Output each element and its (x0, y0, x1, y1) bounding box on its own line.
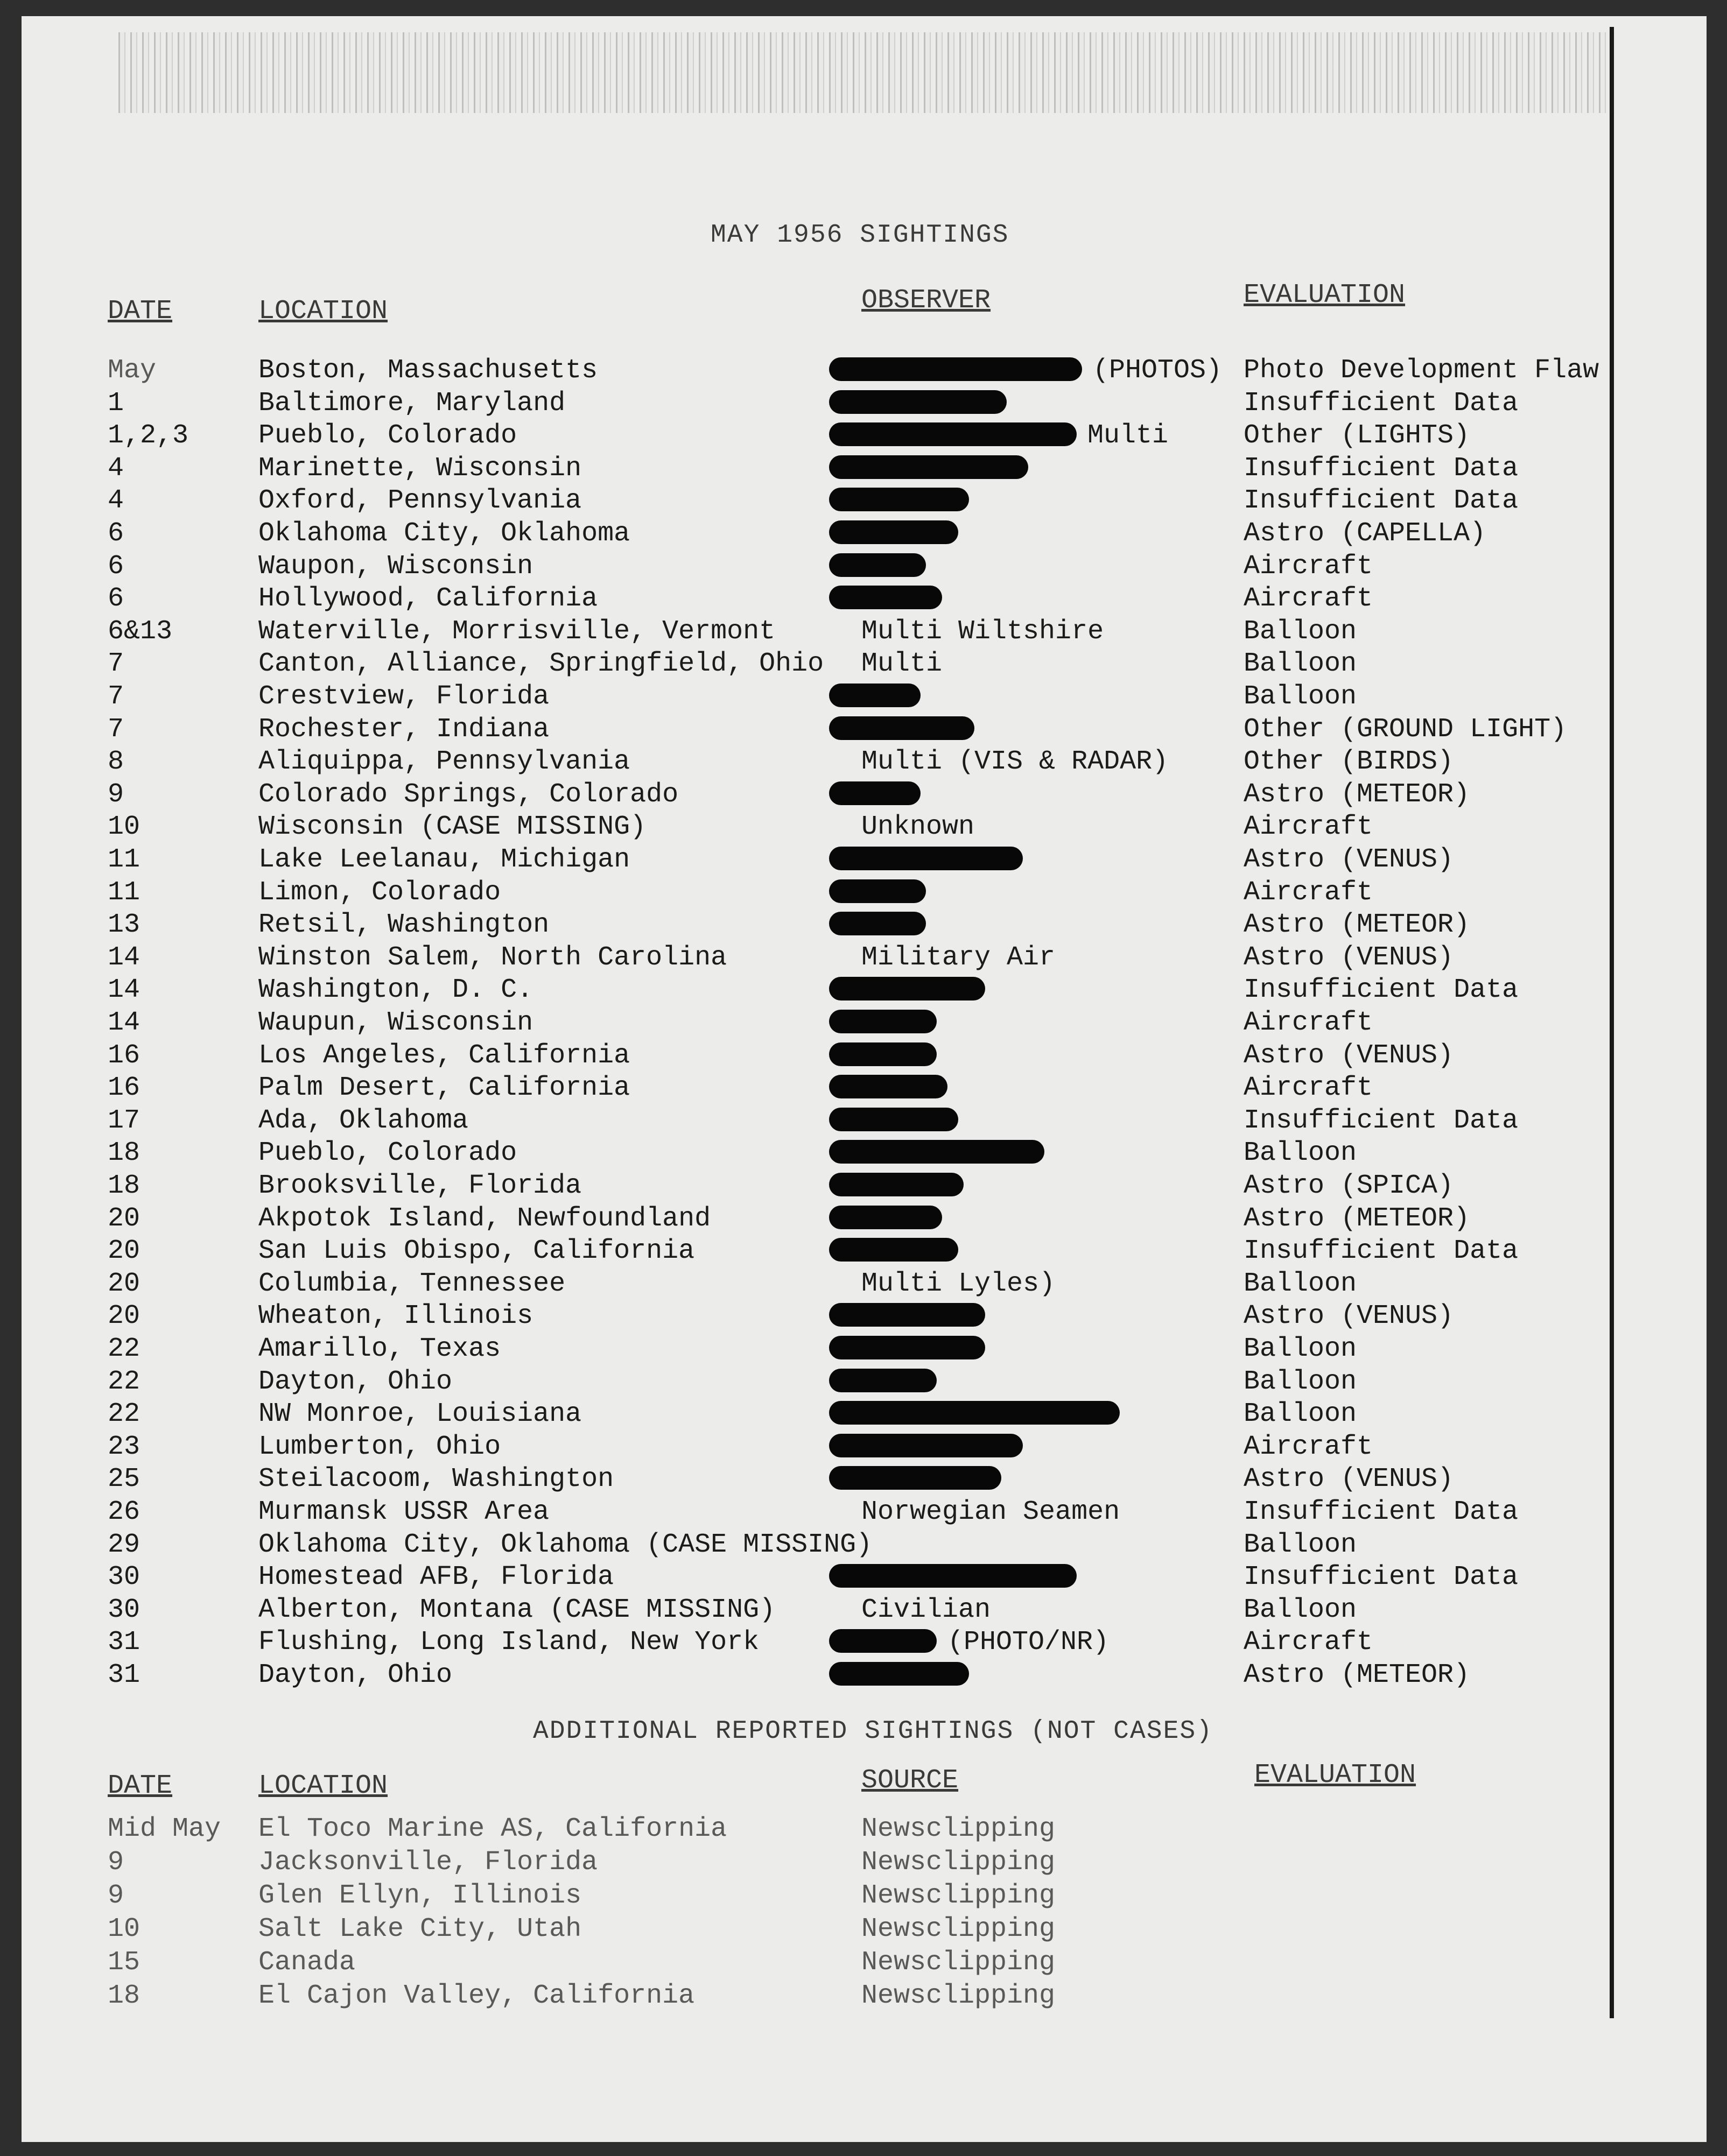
table-row (22, 485, 1690, 518)
table-row (22, 844, 1690, 877)
date-cell: 7 (108, 714, 124, 745)
table-row (22, 877, 1690, 910)
evaluation-cell: Balloon (1244, 1334, 1357, 1364)
redaction-bar (829, 488, 969, 511)
evaluation-cell: Other (BIRDS) (1244, 746, 1454, 778)
redaction-bar (829, 1336, 985, 1359)
evaluation-cell: Balloon (1244, 1529, 1357, 1560)
source-cell: Newsclipping (861, 1814, 1056, 1844)
redaction-bar (829, 1401, 1120, 1425)
evaluation-cell: Aircraft (1244, 1431, 1373, 1462)
location-cell: Palm Desert, California (258, 1073, 630, 1104)
evaluation-cell: Insufficient Data (1244, 453, 1519, 484)
observer-cell: (PHOTOS) (1093, 355, 1223, 386)
evaluation-cell: Aircraft (1244, 1007, 1373, 1038)
location-cell: El Toco Marine AS, California (258, 1814, 727, 1844)
date-cell: 11 (108, 844, 141, 875)
table-row (22, 1203, 1690, 1236)
location-cell: Retsil, Washington (258, 910, 550, 941)
date-cell: 9 (108, 779, 124, 810)
date-cell: 14 (108, 942, 141, 973)
source-cell: Newsclipping (861, 1880, 1056, 1911)
location-cell: NW Monroe, Louisiana (258, 1399, 582, 1430)
date-cell: 9 (108, 1847, 124, 1878)
evaluation-cell: Aircraft (1244, 583, 1373, 615)
location-cell: Alberton, Montana (CASE MISSING) (258, 1594, 776, 1625)
table-row (22, 1595, 1690, 1627)
document-page (22, 16, 1707, 2142)
redaction-bar (829, 847, 1023, 870)
evaluation-cell: Balloon (1244, 681, 1357, 712)
redaction-bar (829, 1369, 937, 1392)
date-cell: 10 (108, 812, 141, 843)
location-cell: Jacksonville, Florida (258, 1847, 598, 1878)
location-cell: Oklahoma City, Oklahoma (258, 518, 630, 549)
table-row (22, 388, 1690, 420)
table-row (22, 1497, 1690, 1529)
location-cell: Oklahoma City, Oklahoma (CASE MISSING) (258, 1529, 873, 1560)
date-cell: 10 (108, 1914, 141, 1944)
redaction-bar (829, 1662, 969, 1686)
location-cell: Wheaton, Illinois (258, 1301, 533, 1332)
table-row (22, 355, 1690, 387)
observer-cell: Multi (VIS & RADAR) (861, 746, 1169, 778)
evaluation-cell: Balloon (1244, 649, 1357, 680)
location-cell: Brooksville, Florida (258, 1171, 582, 1201)
location-cell: Columbia, Tennessee (258, 1268, 566, 1299)
date-cell: 9 (108, 1880, 124, 1911)
additional-header-location: LOCATION (258, 1771, 388, 1801)
redaction-bar (829, 977, 985, 1001)
evaluation-cell: Astro (METEOR) (1244, 779, 1470, 810)
location-cell: Marinette, Wisconsin (258, 453, 582, 484)
observer-cell: Multi Wiltshire (861, 616, 1104, 647)
table-row (22, 1399, 1690, 1431)
location-cell: Limon, Colorado (258, 877, 501, 908)
additional-header-evaluation: EVALUATION (1254, 1760, 1416, 1791)
location-cell: Crestview, Florida (258, 681, 550, 712)
evaluation-cell: Balloon (1244, 1138, 1357, 1169)
evaluation-cell: Balloon (1244, 1594, 1357, 1625)
evaluation-cell: Insufficient Data (1244, 485, 1519, 517)
table-row (22, 1334, 1690, 1366)
table-row (22, 583, 1690, 616)
redaction-bar (829, 1629, 937, 1653)
date-cell: 6 (108, 518, 124, 549)
location-cell: Dayton, Ohio (258, 1366, 453, 1397)
evaluation-cell: Aircraft (1244, 812, 1373, 843)
date-cell: 7 (108, 681, 124, 712)
location-cell: Winston Salem, North Carolina (258, 942, 727, 973)
redaction-bar (829, 390, 1007, 414)
redaction-bar (829, 912, 926, 935)
table-row (22, 1236, 1690, 1268)
additional-row (22, 1914, 1690, 1946)
table-row (22, 1627, 1690, 1659)
table-row (22, 1269, 1690, 1301)
table-row (22, 910, 1690, 942)
redaction-bar (829, 684, 921, 707)
location-cell: Canton, Alliance, Springfield, Ohio (258, 649, 824, 680)
table-row (22, 714, 1690, 746)
date-cell: 20 (108, 1268, 141, 1299)
observer-cell: Norwegian Seamen (861, 1497, 1120, 1527)
table-row (22, 1073, 1690, 1105)
evaluation-cell: Aircraft (1244, 1073, 1373, 1104)
evaluation-cell: Balloon (1244, 1268, 1357, 1299)
redaction-bar (829, 422, 1077, 446)
location-cell: Amarillo, Texas (258, 1334, 501, 1364)
date-cell: 18 (108, 1138, 141, 1169)
observer-cell: Unknown (861, 812, 975, 843)
table-row (22, 812, 1690, 844)
header-location: LOCATION (258, 296, 388, 327)
date-cell: 22 (108, 1399, 141, 1430)
location-cell: Flushing, Long Island, New York (258, 1627, 760, 1658)
table-row (22, 1660, 1690, 1692)
location-cell: Homestead AFB, Florida (258, 1562, 614, 1593)
date-cell: 16 (108, 1073, 141, 1104)
date-cell: 4 (108, 485, 124, 517)
evaluation-cell: Aircraft (1244, 551, 1373, 582)
redaction-bar (829, 1303, 985, 1327)
table-row (22, 649, 1690, 681)
evaluation-cell: Astro (VENUS) (1244, 844, 1454, 875)
table-row (22, 1171, 1690, 1203)
observer-cell: Military Air (861, 942, 1056, 973)
date-cell: 22 (108, 1366, 141, 1397)
source-cell: Newsclipping (861, 1947, 1056, 1978)
observer-cell: Multi (861, 649, 943, 680)
evaluation-cell: Astro (VENUS) (1244, 1464, 1454, 1495)
location-cell: Steilacoom, Washington (258, 1464, 614, 1495)
observer-cell: Civilian (861, 1594, 991, 1625)
date-cell: 8 (108, 746, 124, 778)
evaluation-cell: Astro (SPICA) (1244, 1171, 1454, 1201)
evaluation-cell: Insufficient Data (1244, 1497, 1519, 1527)
evaluation-cell: Insufficient Data (1244, 1105, 1519, 1136)
date-cell: 31 (108, 1627, 141, 1658)
source-cell: Newsclipping (861, 1914, 1056, 1944)
redaction-bar (829, 520, 958, 544)
evaluation-cell: Insufficient Data (1244, 387, 1519, 419)
additional-row (22, 1947, 1690, 1979)
redaction-bar (829, 1173, 964, 1196)
location-cell: Colorado Springs, Colorado (258, 779, 679, 810)
date-cell: Mid May (108, 1814, 221, 1844)
table-row (22, 1464, 1690, 1496)
table-row (22, 551, 1690, 583)
location-cell: Oxford, Pennsylvania (258, 485, 582, 517)
location-cell: Washington, D. C. (258, 975, 533, 1006)
source-cell: Newsclipping (861, 1847, 1056, 1878)
date-cell: 1,2,3 (108, 420, 189, 452)
location-cell: Waterville, Morrisville, Vermont (258, 616, 776, 647)
date-cell: 20 (108, 1301, 141, 1332)
date-cell: 11 (108, 877, 141, 908)
date-cell: 6 (108, 551, 124, 582)
table-row (22, 779, 1690, 812)
redaction-bar (829, 1434, 1023, 1457)
location-cell: Dayton, Ohio (258, 1660, 453, 1690)
additional-header-date: DATE (108, 1771, 173, 1801)
evaluation-cell: Insufficient Data (1244, 975, 1519, 1006)
date-cell: 18 (108, 1171, 141, 1201)
evaluation-cell: Insufficient Data (1244, 1562, 1519, 1593)
table-row (22, 746, 1690, 779)
date-cell: 30 (108, 1594, 141, 1625)
location-cell: El Cajon Valley, California (258, 1981, 695, 2011)
observer-cell: Multi (1087, 420, 1169, 452)
date-cell: 31 (108, 1660, 141, 1690)
date-cell: May (108, 355, 157, 386)
evaluation-cell: Balloon (1244, 1399, 1357, 1430)
location-cell: Pueblo, Colorado (258, 1138, 517, 1169)
redaction-bar (829, 1108, 958, 1131)
date-cell: 14 (108, 1007, 141, 1038)
document-body (22, 16, 1707, 2142)
location-cell: Ada, Oklahoma (258, 1105, 469, 1136)
date-cell: 22 (108, 1334, 141, 1364)
redaction-bar (829, 1075, 947, 1098)
additional-row (22, 1847, 1690, 1879)
location-cell: Pueblo, Colorado (258, 420, 517, 452)
additional-title: ADDITIONAL REPORTED SIGHTINGS (NOT CASES) (533, 1717, 1213, 1746)
evaluation-cell: Photo Development Flaw (1244, 355, 1599, 386)
evaluation-cell: Astro (METEOR) (1244, 910, 1470, 941)
redaction-bar (829, 1466, 1001, 1490)
evaluation-cell: Astro (VENUS) (1244, 942, 1454, 973)
redaction-bar (829, 1042, 937, 1066)
table-row (22, 616, 1690, 649)
evaluation-cell: Insufficient Data (1244, 1236, 1519, 1267)
location-cell: San Luis Obispo, California (258, 1236, 695, 1267)
location-cell: Los Angeles, California (258, 1040, 630, 1071)
table-row (22, 1530, 1690, 1562)
redaction-bar (829, 1206, 942, 1229)
date-cell: 7 (108, 649, 124, 680)
date-cell: 1 (108, 387, 124, 419)
evaluation-cell: Balloon (1244, 616, 1357, 647)
table-row (22, 681, 1690, 714)
date-cell: 6 (108, 583, 124, 615)
location-cell: Murmansk USSR Area (258, 1497, 550, 1527)
table-row (22, 1138, 1690, 1170)
redaction-bar (829, 1010, 937, 1033)
date-cell: 20 (108, 1236, 141, 1267)
redaction-bar (829, 455, 1028, 479)
location-cell: Hollywood, California (258, 583, 598, 615)
table-row (22, 1366, 1690, 1399)
evaluation-cell: Astro (VENUS) (1244, 1301, 1454, 1332)
table-row (22, 1562, 1690, 1594)
table-row (22, 518, 1690, 551)
page-title: MAY 1956 SIGHTINGS (711, 221, 1009, 250)
date-cell: 16 (108, 1040, 141, 1071)
table-row (22, 1432, 1690, 1464)
location-cell: Waupun, Wisconsin (258, 1007, 533, 1038)
additional-header-source: SOURCE (861, 1765, 959, 1796)
redaction-bar (829, 1564, 1077, 1588)
location-cell: Salt Lake City, Utah (258, 1914, 582, 1944)
additional-row (22, 1880, 1690, 1913)
header-date: DATE (108, 296, 173, 327)
date-cell: 30 (108, 1562, 141, 1593)
additional-row (22, 1981, 1690, 2013)
header-evaluation: EVALUATION (1244, 280, 1406, 311)
evaluation-cell: Balloon (1244, 1366, 1357, 1397)
redaction-bar (829, 716, 974, 740)
redaction-bar (829, 1238, 958, 1262)
evaluation-cell: Other (LIGHTS) (1244, 420, 1470, 452)
table-row (22, 975, 1690, 1007)
redaction-bar (829, 781, 921, 805)
evaluation-cell: Astro (VENUS) (1244, 1040, 1454, 1071)
redaction-bar (829, 1140, 1044, 1164)
header-observer: OBSERVER (861, 285, 991, 316)
location-cell: Lake Leelanau, Michigan (258, 844, 630, 875)
evaluation-cell: Aircraft (1244, 1627, 1373, 1658)
table-row (22, 1007, 1690, 1040)
table-row (22, 1105, 1690, 1138)
redaction-bar (829, 586, 942, 609)
date-cell: 6&13 (108, 616, 173, 647)
location-cell: Canada (258, 1947, 356, 1978)
location-cell: Glen Ellyn, Illinois (258, 1880, 582, 1911)
location-cell: Wisconsin (CASE MISSING) (258, 812, 647, 843)
table-row (22, 1040, 1690, 1073)
evaluation-cell: Other (GROUND LIGHT) (1244, 714, 1567, 745)
observer-cell: (PHOTO/NR) (947, 1627, 1110, 1658)
location-cell: Aliquippa, Pennsylvania (258, 746, 630, 778)
date-cell: 14 (108, 975, 141, 1006)
date-cell: 20 (108, 1203, 141, 1234)
redaction-bar (829, 357, 1082, 381)
table-row (22, 420, 1690, 453)
date-cell: 17 (108, 1105, 141, 1136)
date-cell: 15 (108, 1947, 141, 1978)
table-row (22, 942, 1690, 975)
table-row (22, 453, 1690, 485)
redaction-bar (829, 879, 926, 903)
table-row (22, 1301, 1690, 1333)
date-cell: 18 (108, 1981, 141, 2011)
location-cell: Boston, Massachusetts (258, 355, 598, 386)
location-cell: Rochester, Indiana (258, 714, 550, 745)
date-cell: 4 (108, 453, 124, 484)
date-cell: 13 (108, 910, 141, 941)
date-cell: 25 (108, 1464, 141, 1495)
additional-row (22, 1814, 1690, 1846)
location-cell: Baltimore, Maryland (258, 387, 566, 419)
evaluation-cell: Astro (METEOR) (1244, 1660, 1470, 1690)
redaction-bar (829, 553, 926, 577)
observer-cell: Multi Lyles) (861, 1268, 1056, 1299)
evaluation-cell: Astro (METEOR) (1244, 1203, 1470, 1234)
date-cell: 29 (108, 1529, 141, 1560)
date-cell: 26 (108, 1497, 141, 1527)
location-cell: Akpotok Island, Newfoundland (258, 1203, 711, 1234)
date-cell: 23 (108, 1431, 141, 1462)
evaluation-cell: Astro (CAPELLA) (1244, 518, 1486, 549)
location-cell: Waupon, Wisconsin (258, 551, 533, 582)
evaluation-cell: Aircraft (1244, 877, 1373, 908)
source-cell: Newsclipping (861, 1981, 1056, 2011)
location-cell: Lumberton, Ohio (258, 1431, 501, 1462)
